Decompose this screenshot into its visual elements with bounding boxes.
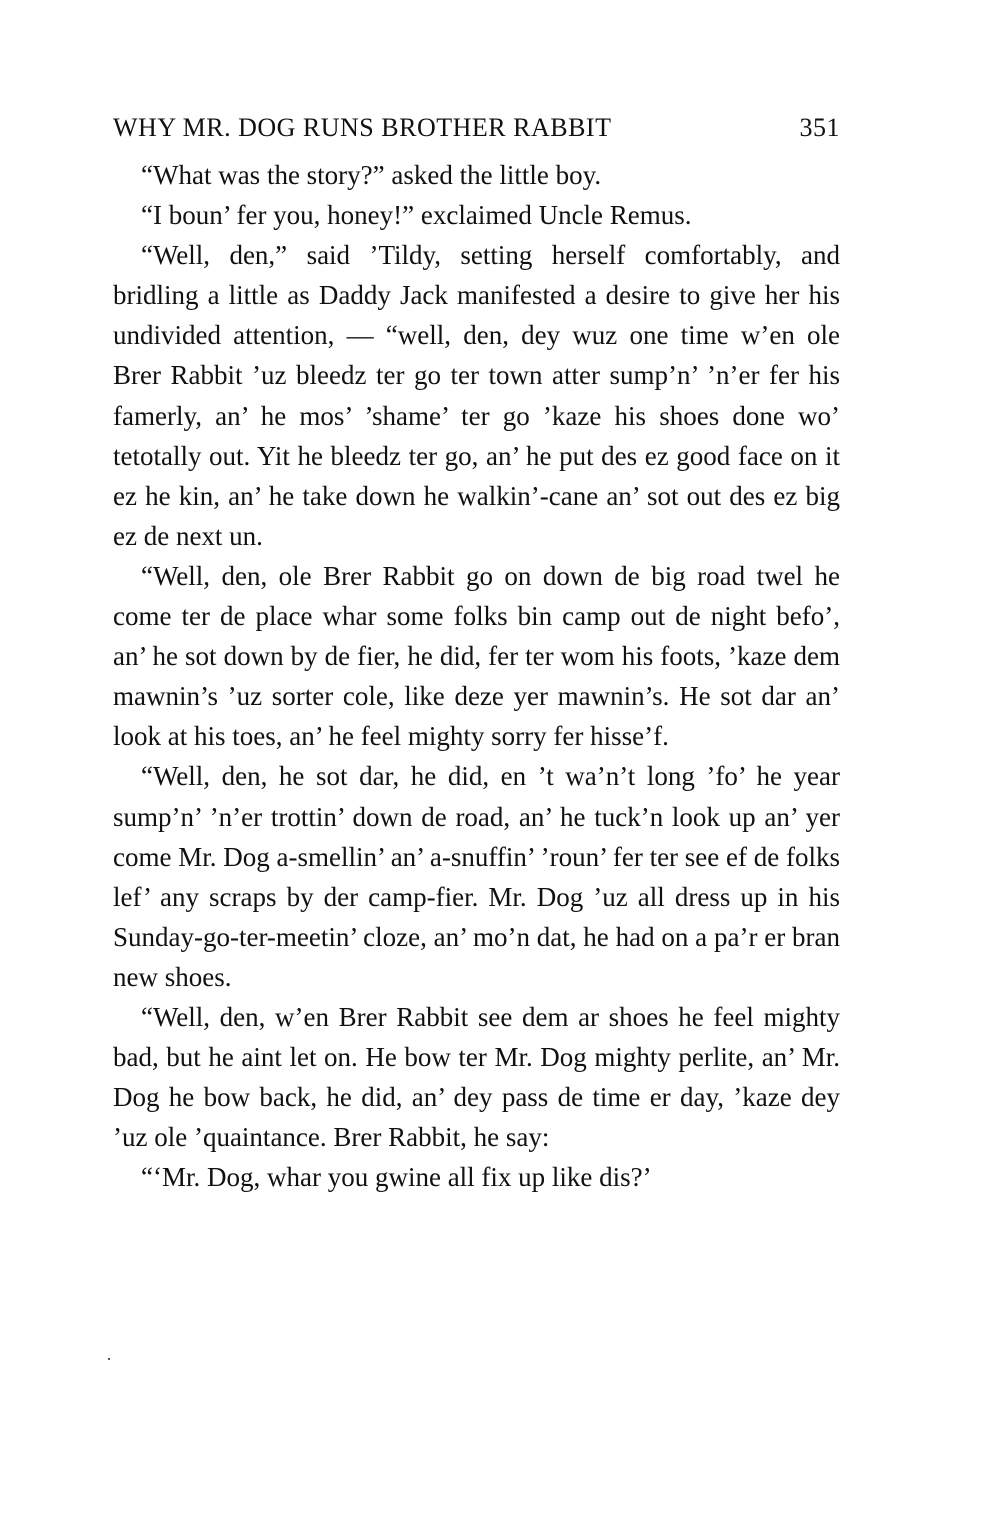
scan-speck (108, 1358, 110, 1360)
running-head (113, 113, 840, 149)
paragraph: “‘Mr. Dog, whar you gwine all fix up like dis?’ (141, 1162, 652, 1193)
book-page (113, 95, 840, 1197)
paragraph: “Well, den, he sot dar, he did, en ’t wa’n’t long ’fo’ he year sump’n’ ’n’er trottin’ down de road, an’ he tuck’n look up an’ yer come Mr. Dog a-smellin’ an’ a-snuffin’ ’roun’ fer ter see ef de folks lef’ any scraps by der camp-fier. Mr. Dog ’uz all dress up in his Sunday-go-ter-meetin’ cloze, an’ mo’n dat, he had on a pa’r er bran new shoes. (113, 761, 840, 992)
page-number: 351 (799, 113, 840, 142)
paragraph: “Well, den,” said ’Tildy, setting herself comfortably, and bridling a little as Daddy Jack manifested a desire to give her his undivided attention, — “well, den, dey wuz one time w’en ole Brer Rabbit ’uz bleedz ter go ter town atter sump’n’ ’n’er fer his famerly, an’ he mos’ ’shame’ ter go ’kaze his shoes done wo’ tetotally out. Yit he bleedz ter go, an’ he put des ez good face on it ez he kin, an’ he take down he walkin’-cane an’ sot out des ez big ez de next un. (113, 240, 840, 551)
running-title: WHY MR. DOG RUNS BROTHER RABBIT (113, 113, 612, 142)
paragraph: “Well, den, w’en Brer Rabbit see dem ar shoes he feel mighty bad, but he aint let on. He bow ter Mr. Dog mighty perlite, an’ Mr. Dog he bow back, he did, an’ dey pass de time er day, ’kaze dey ’uz ole ’quaintance. Brer Rabbit, he say: (113, 1001, 840, 1153)
paragraph: “Well, den, ole Brer Rabbit go on down de big road twel he come ter de place whar some folks bin camp out de night befo’, an’ he sot down by de fier, he did, fer ter wom his foots, ’kaze dem mawnin’s ’uz sorter cole, like deze yer mawnin’s. He sot dar an’ look at his toes, an’ he feel mighty sorry fer hisse’f. (113, 560, 840, 752)
paragraph: “What was the story?” asked the little boy. (141, 160, 602, 190)
paragraph: “I boun’ fer you, honey!” exclaimed Uncle Remus. (141, 200, 692, 231)
